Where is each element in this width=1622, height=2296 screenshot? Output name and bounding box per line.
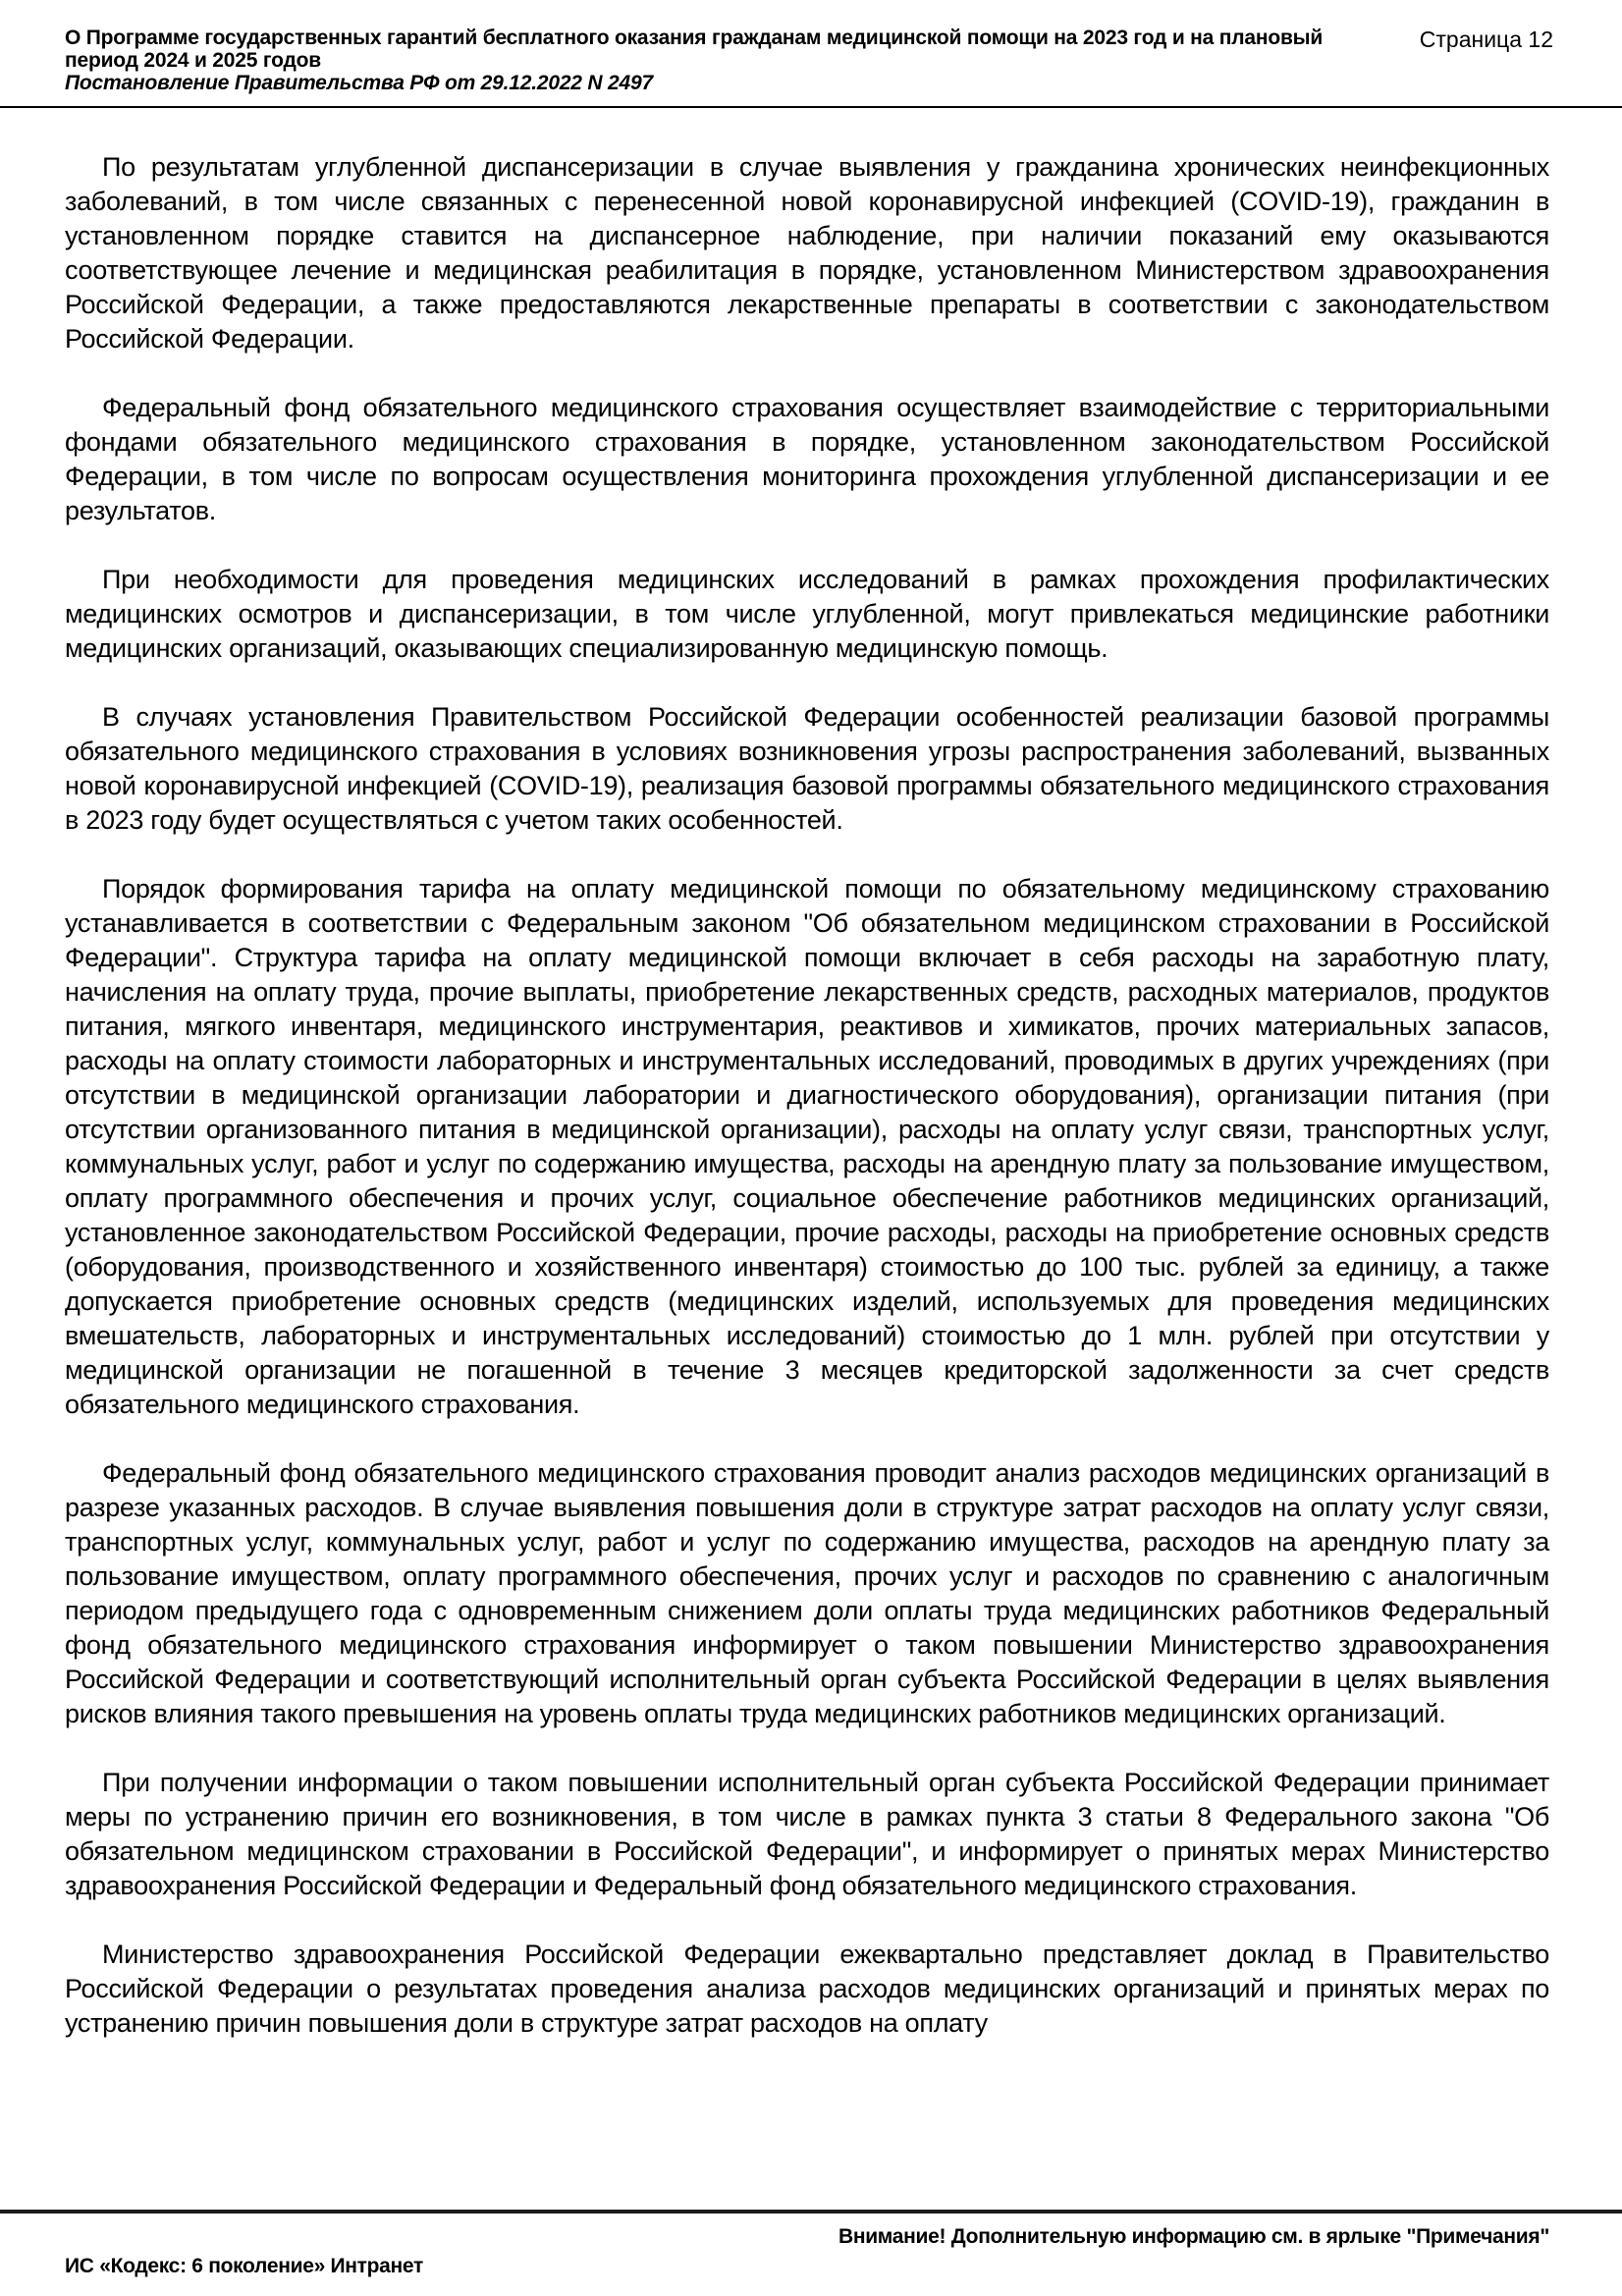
paragraph: Федеральный фонд обязательного медицинского страхования осуществляет взаимодействие с территориальными фондами обязательного медицинского страхования в порядке, установленном законодательством Российской Федерации, в том числе по вопросам осуществления мониторинга прохождения углубленной диспансеризации и ее результатов. (65, 393, 1549, 525)
system-label: ИС «Кодекс: 6 поколение» Интранет (65, 2255, 424, 2277)
paragraph: При необходимости для проведения медицинских исследований в рамках прохождения профилактических медицинских осмотров и диспансеризации, в том числе углубленной, могут привлекаться медицинские работники медицинских организаций, оказывающих специализированную медицинскую помощь. (65, 565, 1549, 663)
paragraph: По результатам углубленной диспансеризации в случае выявления у гражданина хронических неинфекционных заболеваний, в том числе связанных с перенесенной новой коронавирусной инфекцией (COVID-19), гражданин в установленном порядке ставится на диспансерное наблюдение, при наличии показаний ему оказываются соответствующее лечение и медицинская реабилитация в порядке, установленном Министерством здравоохранения Российской Федерации, а также предоставляются лекарственные препараты в соответствии с законодательством Российской Федерации. (65, 152, 1549, 354)
page-number: Страница 12 (1419, 27, 1553, 52)
document-title: О Программе государственных гарантий бесплатного оказания гражданам медицинской помощи на 2023 год и на плановый период 2024 и 2025 годов (65, 27, 1324, 72)
paragraph: При получении информации о таком повышении исполнительный орган субъекта Российской Федерации принимает меры по устранению причин его возникновения, в том числе в рамках пункта 3 статьи 8 Федерального закона "Об обязательном медицинском страховании в Российской Федерации", и информирует о принятых мерах Министерство здравоохранения Российской Федерации и Федеральный фонд обязательного медицинского страхования. (65, 1768, 1549, 1900)
document-header (0, 0, 1622, 94)
document-footer (0, 2210, 1622, 2296)
paragraph: Федеральный фонд обязательного медицинского страхования проводит анализ расходов медицинских организаций в разрезе указанных расходов. В случае выявления повышения доли в структуре затрат расходов на оплату услуг связи, транспортных услуг, коммунальных услуг, работ и услуг по содержанию имущества, расходов на арендную плату за пользование имуществом, оплату программного обеспечения, прочих услуг и расходов по сравнению с аналогичным периодом предыдущего года с одновременным снижением доли оплаты труда медицинских работников Федеральный фонд обязательного медицинского страхования информирует о таком повышении Министерство здравоохранения Российской Федерации и соответствующий исполнительный орган субъекта Российской Федерации в целях выявления рисков влияния такого превышения на уровень оплаты труда медицинских работников медицинских организаций. (65, 1458, 1549, 1728)
document-body (0, 115, 1622, 2210)
header-divider (0, 106, 1622, 108)
document-subtitle: Постановление Правительства РФ от 29.12.2022 N 2497 (65, 72, 653, 94)
paragraph: Министерство здравоохранения Российской Федерации ежеквартально представляет доклад в Правительство Российской Федерации о результатах проведения анализа расходов медицинских организаций и принятых мерах по устранению причин повышения доли в структуре затрат расходов на оплату (65, 1940, 1549, 2038)
footer-notice: Внимание! Дополнительную информацию см. в ярлыке "Примечания" (838, 2225, 1549, 2248)
document-header-text (65, 27, 1371, 94)
paragraph: В случаях установления Правительством Российской Федерации особенностей реализации базовой программы обязательного медицинского страхования в условиях возникновения угрозы распространения заболеваний, вызванных новой коронавирусной инфекцией (COVID-19), реализация базовой программы обязательного медицинского страхования в 2023 году будет осуществляться с учетом таких особенностей. (65, 702, 1549, 835)
paragraph: Порядок формирования тарифа на оплату медицинской помощи по обязательному медицинскому страхованию устанавливается в соответствии с Федеральным законом "Об обязательном медицинском страховании в Российской Федерации". Структура тарифа на оплату медицинской помощи включает в себя расходы на заработную плату, начисления на оплату труда, прочие выплаты, приобретение лекарственных средств, расходных материалов, продуктов питания, мягкого инвентаря, медицинского инструментария, реактивов и химикатов, прочих материальных запасов, расходы на оплату стоимости лабораторных и инструментальных исследований, проводимых в других учреждениях (при отсутствии в медицинской организации лаборатории и диагностического оборудования), организации питания (при отсутствии организованного питания в медицинской организации), расходы на оплату услуг связи, транспортных услуг, коммунальных услуг, работ и услуг по содержанию имущества, расходы на арендную плату за пользование имуществом, оплату программного обеспечения и прочих услуг, социальное обеспечение работников медицинских организаций, установленное законодательством Российской Федерации, прочие расходы, расходы на приобретение основных средств (оборудования, производственного и хозяйственного инвентаря) стоимостью до 100 тыс. рублей за единицу, а также допускается приобретение основных средств (медицинских изделий, используемых для проведения медицинских вмешательств, лабораторных и инструментальных исследований) стоимостью до 1 млн. рублей при отсутствии у медицинской организации не погашенной в течение 3 месяцев кредиторской задолженности за счет средств обязательного медицинского страхования. (65, 874, 1549, 1419)
